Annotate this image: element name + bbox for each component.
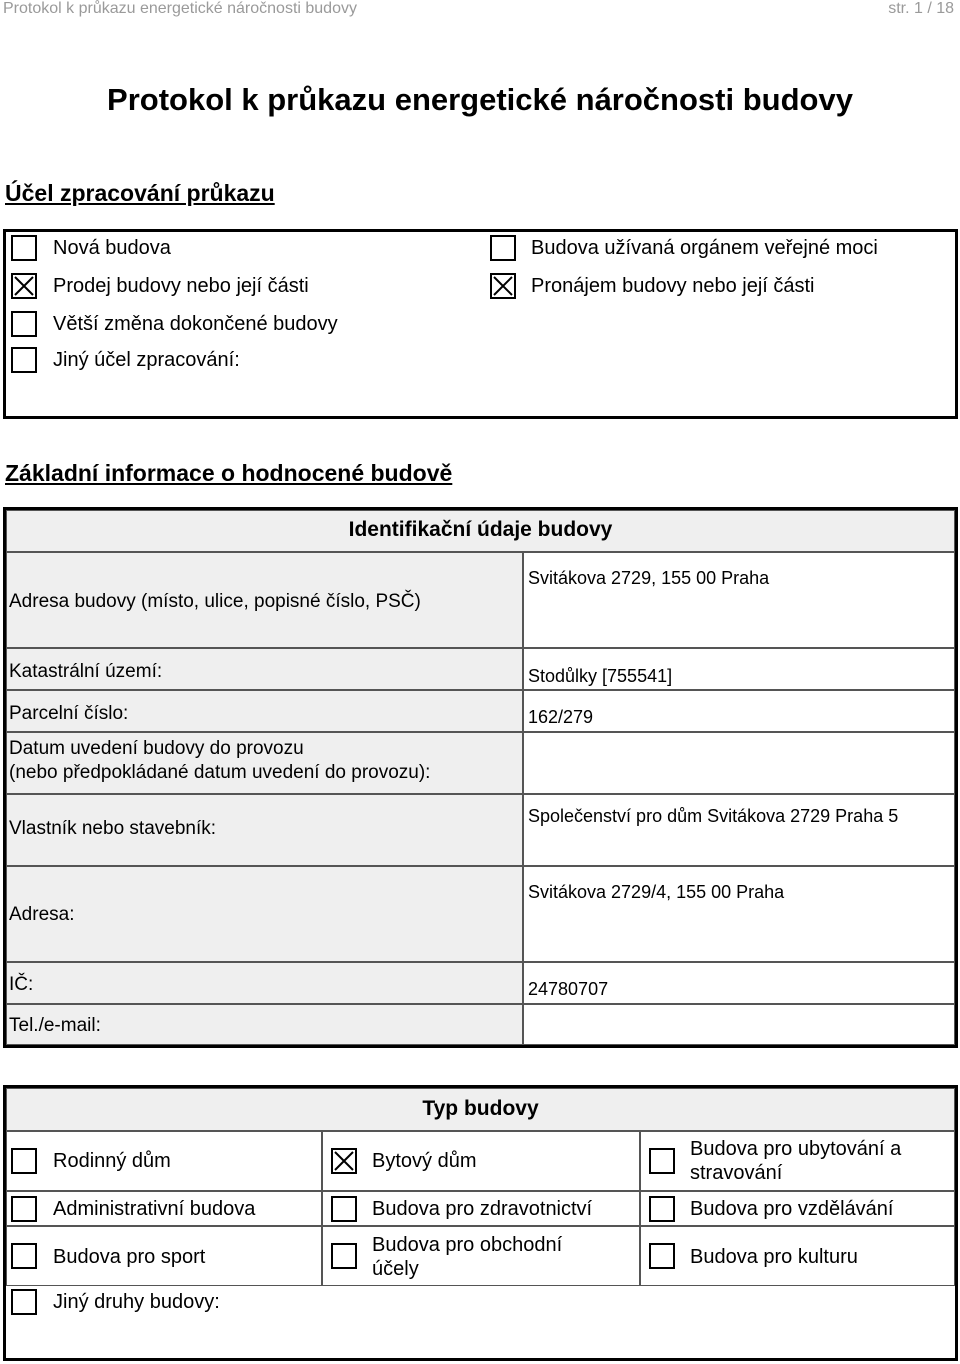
row-value: 162/279 — [528, 707, 594, 727]
checkbox-vzdelavani[interactable] — [649, 1196, 675, 1222]
checkbox-vetsi-zmena[interactable] — [11, 311, 37, 337]
checkbox-verejna-moc[interactable] — [490, 235, 516, 261]
option-label: Nová budova — [53, 237, 171, 259]
checkbox-prodej[interactable] — [11, 273, 37, 299]
option-label: Jiný účel zpracování: — [53, 349, 240, 371]
header-doc-title: Protokol k průkazu energetické náročnosti budovy — [3, 0, 357, 17]
checkbox-rodinny-dum[interactable] — [11, 1148, 37, 1174]
option-label: Budova pro zdravotnictví — [372, 1198, 593, 1220]
row-value: Svitákova 2729/4, 155 00 Praha — [528, 882, 785, 902]
checkbox-pronajem[interactable] — [490, 273, 516, 299]
checkbox-bytovy-dum[interactable] — [331, 1148, 357, 1174]
option-label: Budova pro vzdělávání — [690, 1198, 894, 1220]
checkbox-nova-budova[interactable] — [11, 235, 37, 261]
row-label: Adresa: — [9, 904, 75, 925]
building-type-title: Typ budovy — [422, 1097, 539, 1120]
option-label: Budova pro ubytování a — [690, 1138, 902, 1160]
option-label: Prodej budovy nebo její části — [53, 275, 309, 297]
option-label: Pronájem budovy nebo její části — [531, 275, 815, 297]
checkbox-sport[interactable] — [11, 1243, 37, 1269]
label-cell — [6, 962, 523, 1004]
check-mark-icon — [333, 1150, 355, 1172]
checkbox-jiny-druh[interactable] — [11, 1289, 37, 1315]
row-label: Katastrální území: — [9, 661, 163, 682]
check-mark-icon — [492, 275, 514, 297]
row-label: Tel./e-mail: — [9, 1015, 101, 1036]
row-value: Společenství pro dům Svitákova 2729 Praha 5 — [528, 806, 899, 826]
option-label-line2: stravování — [690, 1162, 783, 1184]
row-value: 24780707 — [528, 979, 609, 999]
checkbox-ubytovani[interactable] — [649, 1148, 675, 1174]
row-label: Parcelní číslo: — [9, 703, 129, 724]
checkbox-administrativni[interactable] — [11, 1196, 37, 1222]
checkbox-kultura[interactable] — [649, 1243, 675, 1269]
label-cell — [6, 866, 523, 962]
header-page-number: str. 1 / 18 — [888, 0, 954, 17]
option-label: Budova pro kulturu — [690, 1246, 858, 1268]
option-label: Budova užívaná orgánem veřejné moci — [531, 237, 878, 259]
option-label: Bytový dům — [372, 1150, 477, 1172]
row-value: Stodůlky [755541] — [528, 666, 673, 686]
row-label: Datum uvedení budovy do provozu — [9, 738, 304, 759]
row-label: Adresa budovy (místo, ulice, popisné číslo, PSČ) — [9, 591, 421, 612]
value-cell — [523, 1004, 955, 1045]
option-label: Budova pro sport — [53, 1246, 206, 1268]
checkbox-obchodni[interactable] — [331, 1243, 357, 1269]
checkbox-jiny-ucel[interactable] — [11, 347, 37, 373]
row-label: IČ: — [9, 974, 34, 995]
grid-cell — [322, 1131, 640, 1191]
value-cell — [523, 732, 955, 794]
option-label: Jiný druhy budovy: — [53, 1291, 220, 1313]
row-label-line2: (nebo předpokládané datum uvedení do provozu): — [9, 762, 431, 783]
row-label: Vlastník nebo stavebník: — [9, 818, 217, 839]
option-label: Větší změna dokončené budovy — [53, 313, 338, 335]
basic-info-heading: Základní informace o hodnocené budově — [5, 460, 453, 486]
option-label-line2: účely — [372, 1258, 419, 1280]
option-label: Administrativní budova — [53, 1198, 256, 1220]
page-title: Protokol k průkazu energetické náročnosti budovy — [107, 82, 853, 117]
option-label: Rodinný dům — [53, 1150, 171, 1172]
purpose-heading: Účel zpracování průkazu — [5, 180, 275, 206]
table-title: Identifikační údaje budovy — [348, 518, 613, 541]
row-value: Svitákova 2729, 155 00 Praha — [528, 568, 770, 588]
checkbox-zdravotnictvi[interactable] — [331, 1196, 357, 1222]
check-mark-icon — [13, 275, 35, 297]
option-label: Budova pro obchodní — [372, 1234, 563, 1256]
